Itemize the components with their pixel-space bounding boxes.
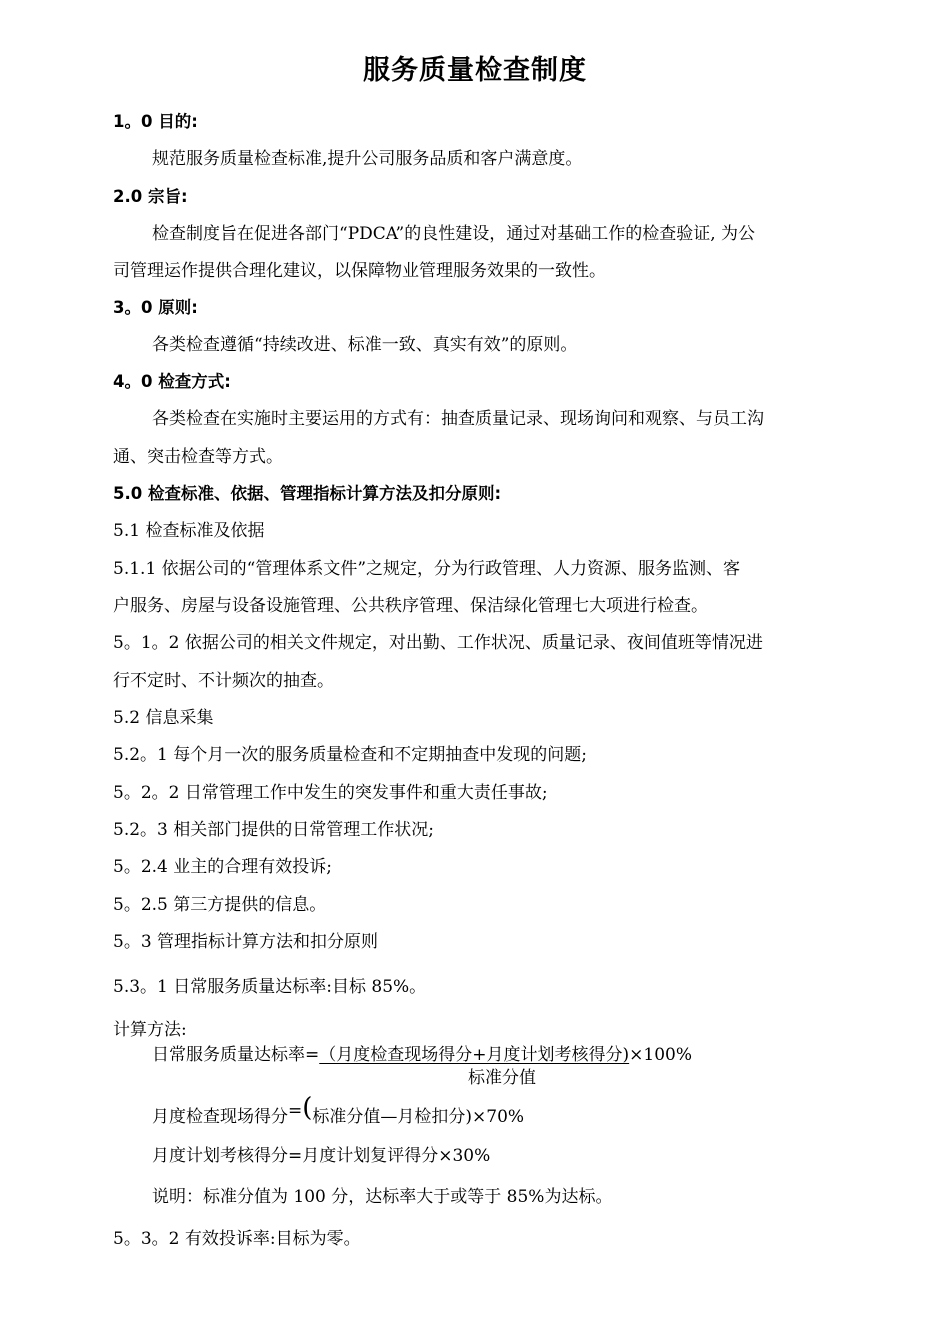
- section-1-heading: 1。0 目的:: [113, 112, 198, 131]
- section-5-1-2-line-1: 5。1。2 依据公司的相关文件规定，对出勤、工作状况、质量记录、夜间值班等情况进: [113, 633, 763, 653]
- section-5-heading: 5.0 检查标准、依据、管理指标计算方法及扣分原则:: [113, 484, 502, 503]
- formula-1: [152, 1043, 692, 1067]
- section-5-2-5: 5。2.5 第三方提供的信息。: [113, 895, 327, 915]
- section-2-heading: 2.0 宗旨:: [113, 187, 188, 206]
- section-5-1-2-line-2: 行不定时、不计频次的抽查。: [113, 671, 334, 691]
- formula-2-rhs: 标准分值—月检扣分)×70%: [312, 1107, 525, 1127]
- section-5-1: 5.1 检查标准及依据: [113, 521, 265, 541]
- section-3-heading: 3。0 原则:: [113, 298, 198, 317]
- document-title: 服务质量检查制度: [363, 55, 587, 86]
- section-1-text: 规范服务质量检查标准,提升公司服务品质和客户满意度。: [152, 149, 583, 169]
- formula-2: [152, 1093, 525, 1129]
- section-5-3-1: 5.3。1 日常服务质量达标率:目标 85%。: [113, 977, 427, 997]
- formula-1-denominator: 标准分值: [468, 1068, 536, 1088]
- section-4-text-line-1: 各类检查在实施时主要运用的方式有：抽查质量记录、现场询问和观察、与员工沟: [152, 409, 764, 429]
- formula-1-lhs: 日常服务质量达标率=: [152, 1045, 320, 1065]
- section-5-2-4: 5。2.4 业主的合理有效投诉;: [113, 857, 332, 877]
- section-5-3: 5。3 管理指标计算方法和扣分原则: [113, 932, 379, 952]
- formula-1-multiplier: ×100%: [629, 1045, 692, 1065]
- section-5-2-2: 5。2。2 日常管理工作中发生的突发事件和重大责任事故;: [113, 783, 548, 803]
- formula-3: 月度计划考核得分=月度计划复评得分×30%: [152, 1146, 491, 1166]
- section-5-2: 5.2 信息采集: [113, 708, 214, 728]
- section-5-2-3: 5.2。3 相关部门提供的日常管理工作状况;: [113, 820, 434, 840]
- section-4-heading: 4。0 检查方式:: [113, 372, 231, 391]
- section-5-1-1-line-2: 户服务、房屋与设备设施管理、公共秩序管理、保洁绿化管理七大项进行检查。: [113, 596, 708, 616]
- section-2-text-line-1: 检查制度旨在促进各部门“PDCA”的良性建设，通过对基础工作的检查验证, 为公: [152, 224, 756, 244]
- calc-method-label: 计算方法:: [113, 1020, 187, 1040]
- formula-2-paren: (: [302, 1093, 313, 1123]
- formula-2-equals: =: [288, 1101, 303, 1121]
- section-3-text: 各类检查遵循“持续改进、标准一致、真实有效”的原则。: [152, 335, 578, 355]
- section-4-text-line-2: 通、突击检查等方式。: [113, 447, 283, 467]
- section-2-text-line-2: 司管理运作提供合理化建议，以保障物业管理服务效果的一致性。: [113, 261, 606, 281]
- formula-2-lhs: 月度检查现场得分: [152, 1107, 288, 1127]
- section-5-3-2: 5。3。2 有效投诉率:目标为零。: [113, 1229, 361, 1249]
- formula-1-numerator: （月度检查现场得分+月度计划考核得分): [319, 1045, 630, 1065]
- section-5-1-1-line-1: 5.1.1 依据公司的“管理体系文件”之规定，分为行政管理、人力资源、服务监测、客: [113, 559, 741, 579]
- note-text: 说明：标准分值为 100 分，达标率大于或等于 85%为达标。: [152, 1187, 613, 1207]
- section-5-2-1: 5.2。1 每个月一次的服务质量检查和不定期抽查中发现的问题;: [113, 745, 587, 765]
